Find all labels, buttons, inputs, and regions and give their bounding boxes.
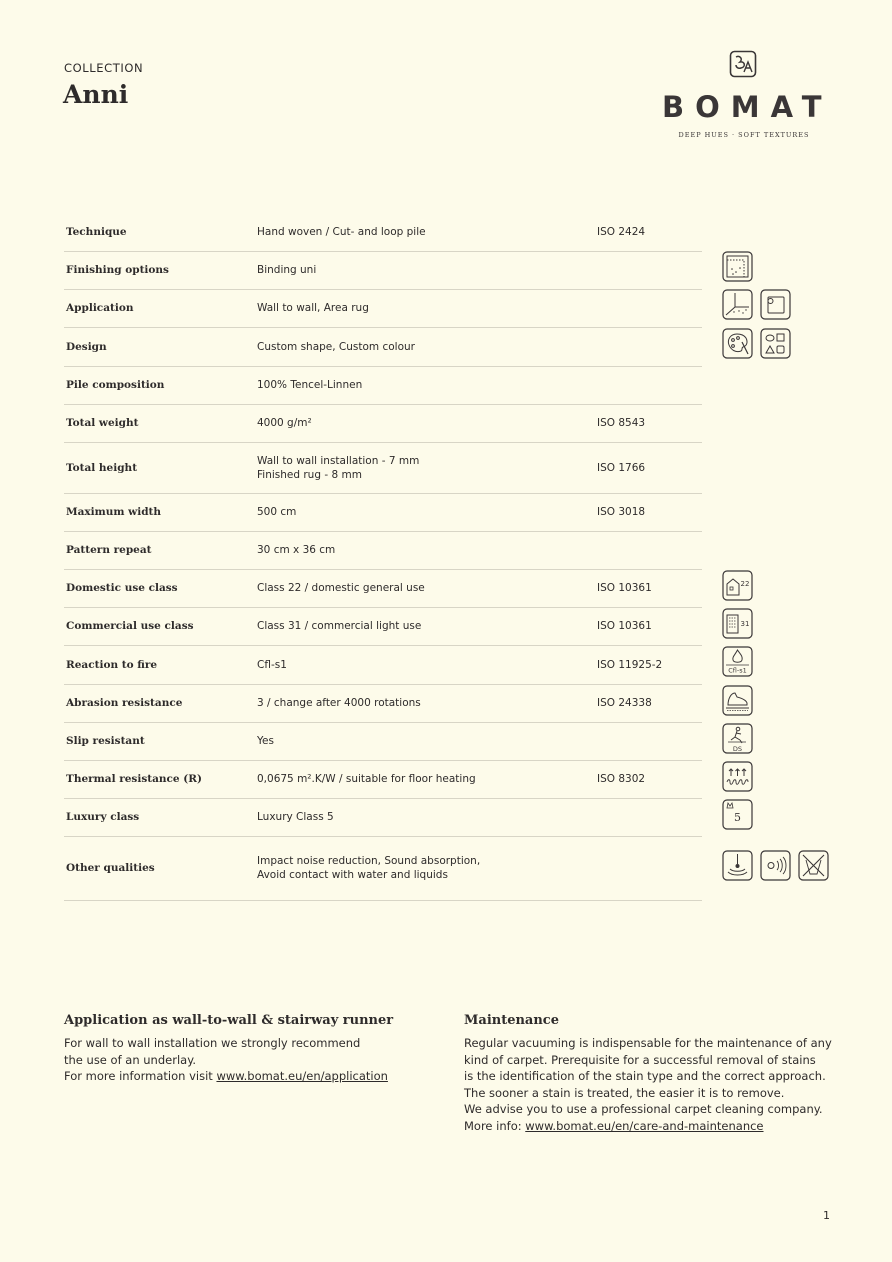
spec-value xyxy=(257,493,597,531)
spec-row xyxy=(64,404,702,442)
spec-value-line: Wall to wall, Area rug xyxy=(257,302,369,314)
spec-value-line: Impact noise reduction, Sound absorption, xyxy=(257,855,481,867)
spec-value xyxy=(257,442,597,493)
spec-value-line: Class 22 / domestic general use xyxy=(257,582,425,594)
logo-mark-icon xyxy=(729,50,757,78)
spec-property: Slip resistant xyxy=(64,722,257,760)
spec-row xyxy=(64,366,702,404)
application-more-prefix: For more information visit xyxy=(64,1069,217,1084)
spec-value xyxy=(257,289,597,327)
spec-property: Pattern repeat xyxy=(64,531,257,569)
spec-iso-standard: ISO 24338 xyxy=(597,684,702,722)
sound-icon xyxy=(760,850,791,881)
maintenance-line: is the identification of the stain type and the correct approach. xyxy=(464,1069,826,1084)
spec-value xyxy=(257,684,597,722)
maintenance-line: We advise you to use a professional carpet cleaning company. xyxy=(464,1102,823,1117)
spec-iso-standard xyxy=(597,366,702,404)
spec-row xyxy=(64,289,702,327)
svg-text:DS: DS xyxy=(732,745,743,753)
spec-property: Abrasion resistance xyxy=(64,684,257,722)
spec-row xyxy=(64,760,702,798)
application-text xyxy=(64,1035,388,1085)
spec-iso-standard xyxy=(597,798,702,836)
spec-property: Total weight xyxy=(64,404,257,442)
spec-iso-standard xyxy=(597,289,702,327)
spec-property: Total height xyxy=(64,442,257,493)
spec-row xyxy=(64,493,702,531)
svg-text:5: 5 xyxy=(734,811,741,824)
spec-value-line: 500 cm xyxy=(257,506,297,518)
spec-value xyxy=(257,760,597,798)
spec-property: Technique xyxy=(64,213,257,251)
spec-row xyxy=(64,798,702,836)
spec-value xyxy=(257,722,597,760)
spec-iso-standard: ISO 10361 xyxy=(597,569,702,607)
spec-row xyxy=(64,684,702,722)
page-number: 1 xyxy=(823,1209,830,1222)
spec-iso-standard: ISO 1766 xyxy=(597,442,702,493)
spec-value-line: Avoid contact with water and liquids xyxy=(257,869,448,881)
spec-value-line: 0,0675 m².K/W / suitable for floor heating xyxy=(257,773,476,785)
building-icon xyxy=(722,608,753,639)
spec-iso-standard: ISO 8543 xyxy=(597,404,702,442)
application-line: the use of an underlay. xyxy=(64,1052,197,1067)
brand-logo xyxy=(656,50,832,142)
spec-value-line: 3 / change after 4000 rotations xyxy=(257,697,421,709)
spec-row xyxy=(64,213,702,251)
spec-value-line: Binding uni xyxy=(257,264,317,276)
spec-property: Application xyxy=(64,289,257,327)
spec-row xyxy=(64,327,702,366)
spec-value xyxy=(257,569,597,607)
spec-value xyxy=(257,366,597,404)
spec-value xyxy=(257,531,597,569)
spec-property: Thermal resistance (R) xyxy=(64,760,257,798)
spec-row xyxy=(64,607,702,645)
area-rug-icon xyxy=(760,289,791,320)
spec-row xyxy=(64,442,702,493)
maintenance-text xyxy=(464,1035,832,1135)
palette-icon xyxy=(722,328,753,359)
maintenance-heading: Maintenance xyxy=(464,1013,559,1028)
spec-property: Domestic use class xyxy=(64,569,257,607)
spec-value xyxy=(257,645,597,684)
spec-value-line: Cfl-s1 xyxy=(257,658,287,671)
spec-value-line: Custom shape, Custom colour xyxy=(257,340,415,353)
spec-iso-standard xyxy=(597,327,702,366)
collection-label: COLLECTION xyxy=(64,61,144,75)
shapes-icon xyxy=(760,328,791,359)
wall-to-wall-icon xyxy=(722,289,753,320)
svg-text:Cfl-s1: Cfl-s1 xyxy=(728,666,747,675)
application-heading: Application as wall-to-wall & stairway runner xyxy=(64,1013,394,1028)
shoe-icon xyxy=(722,685,753,716)
spec-value xyxy=(257,836,597,900)
spec-value-line: Class 31 / commercial light use xyxy=(257,620,422,632)
spec-iso-standard xyxy=(597,836,702,900)
logo-wordmark: BOMAT xyxy=(662,90,833,124)
svg-text:31: 31 xyxy=(740,620,750,628)
maintenance-more xyxy=(464,1118,832,1135)
spec-iso-standard xyxy=(597,251,702,289)
spec-property: Pile composition xyxy=(64,366,257,404)
flame-icon xyxy=(722,646,753,677)
impact-noise-icon xyxy=(722,850,753,881)
spec-value xyxy=(257,213,597,251)
spec-value-line: Hand woven / Cut- and loop pile xyxy=(257,225,426,238)
spec-row xyxy=(64,645,702,684)
spec-property: Other qualities xyxy=(64,836,257,900)
maintenance-line: Regular vacuuming is indispensable for the maintenance of any xyxy=(464,1036,832,1050)
spec-property: Reaction to fire xyxy=(64,645,257,684)
slip-icon xyxy=(722,723,753,754)
spec-value xyxy=(257,607,597,645)
spec-iso-standard: ISO 10361 xyxy=(597,607,702,645)
spec-value-line: 100% Tencel-Linnen xyxy=(257,379,363,391)
application-line: For wall to wall installation we strongly recommend xyxy=(64,1036,361,1050)
spec-row xyxy=(64,569,702,607)
maintenance-line: kind of carpet. Prerequisite for a successful removal of stains xyxy=(464,1052,816,1067)
spec-property: Finishing options xyxy=(64,251,257,289)
spec-iso-standard: ISO 8302 xyxy=(597,760,702,798)
spec-value xyxy=(257,404,597,442)
spec-row xyxy=(64,251,702,289)
spec-iso-standard: ISO 2424 xyxy=(597,213,702,251)
spec-property: Luxury class xyxy=(64,798,257,836)
spec-property: Commercial use class xyxy=(64,607,257,645)
spec-value-line: Yes xyxy=(257,735,274,747)
logo-tagline: DEEP HUES · SOFT TEXTURES xyxy=(678,131,810,139)
binding-icon xyxy=(722,251,753,282)
house-icon xyxy=(722,570,753,601)
maintenance-link[interactable]: www.bomat.eu/en/care-and-maintenance xyxy=(525,1118,764,1133)
spec-row xyxy=(64,531,702,569)
spec-row xyxy=(64,836,702,900)
spec-property: Design xyxy=(64,327,257,366)
spec-value-line: Luxury Class 5 xyxy=(257,811,334,823)
spec-value-line: Finished rug - 8 mm xyxy=(257,468,362,481)
spec-iso-standard xyxy=(597,722,702,760)
spec-iso-standard: ISO 3018 xyxy=(597,493,702,531)
spec-row xyxy=(64,722,702,760)
application-more xyxy=(64,1068,388,1085)
spec-value-line: 4000 g/m² xyxy=(257,417,312,429)
spec-iso-standard: ISO 11925-2 xyxy=(597,645,702,684)
crown-icon xyxy=(722,799,753,830)
spec-value xyxy=(257,251,597,289)
spec-property: Maximum width xyxy=(64,493,257,531)
maintenance-more-prefix: More info: xyxy=(464,1118,526,1133)
svg-text:22: 22 xyxy=(740,580,750,588)
floor-heating-icon xyxy=(722,761,753,792)
page-title: Anni xyxy=(63,80,129,109)
maintenance-line: The sooner a stain is treated, the easier it is to remove. xyxy=(464,1085,785,1100)
application-link[interactable]: www.bomat.eu/en/application xyxy=(216,1069,388,1084)
no-water-icon xyxy=(798,850,829,881)
spec-iso-standard xyxy=(597,531,702,569)
spec-value-line: 30 cm x 36 cm xyxy=(257,544,336,556)
spec-value xyxy=(257,327,597,366)
spec-value xyxy=(257,798,597,836)
specifications-table xyxy=(64,213,702,901)
spec-value-line: Wall to wall installation - 7 mm xyxy=(257,454,420,467)
